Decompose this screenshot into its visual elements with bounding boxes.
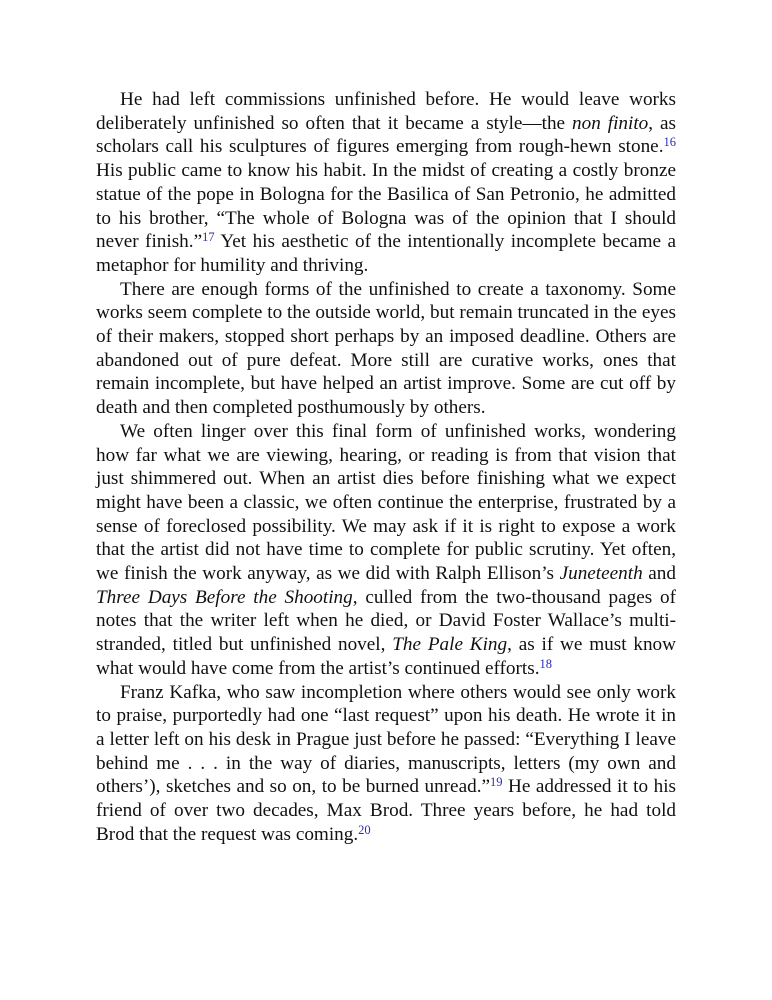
paragraph-text: Franz Kafka, who saw incompletion where others would see only work to praise, purportedly had one “last request” upon his death. He wrote it in a letter left on his desk in Prague just before he passed: “Everything I leave behind me . . . in the way of diaries, manuscripts, letters (my own and others’), sketches and so on, to be burned unread.” (96, 681, 676, 798)
emphasis-text: Juneteenth (559, 563, 643, 585)
footnote-ref-17[interactable]: 17 (202, 230, 215, 245)
paragraph-text: There are enough forms of the unfinished to create a taxonomy. Some works seem complete to the outside world, but remain truncated in the eyes of their makers, stopped short perhaps by an imposed deadline. Others are abandoned out of pure defeat. More still are curative works, ones that remain incomplete, but have helped an artist improve. Some are cut off by death and then completed posthumously by others. (96, 278, 676, 419)
paragraph-text: , culled from the two-thousand pages of notes that the writer left when he died, or David Foster Wallace’s multi-stranded, titled but unfinished novel, (96, 586, 676, 656)
paragraph-text: , as if we must know what would have come from the artist’s continued efforts. (96, 634, 677, 679)
emphasis-text: Three Days Before the Shooting (96, 586, 353, 608)
paragraph-text: , as scholars call his sculptures of figures emerging from rough-hewn stone. (96, 112, 676, 158)
paragraph-text: Yet his aesthetic of the intentionally incomplete became a metaphor for humility and thriving. (96, 231, 676, 276)
paragraph-text: and (642, 563, 676, 585)
paragraph (96, 278, 676, 420)
paragraph-text: His public came to know his habit. In the midst of creating a costly bronze statue of the pope in Bologna for the Basilica of San Petronio, he admitted to his brother, “The whole of Bologna was of the opinion that I should never finish.” (96, 160, 676, 253)
footnote-ref-18[interactable]: 18 (539, 656, 553, 671)
paragraph (96, 88, 676, 278)
emphasis-text: The Pale King (392, 634, 508, 656)
paragraph (96, 420, 676, 681)
footnote-ref-16[interactable]: 16 (663, 135, 676, 150)
paragraph-text: We often linger over this final form of unfinished works, wondering how far what we are viewing, hearing, or reading is from that vision that just shimmered out. When an artist dies before finishing what we expect might have been a classic, we often continue the enterprise, frustrated by a sense of foreclosed possibility. We may ask if it is right to expose a work that the artist did not have time to complete for public scrutiny. Yet often, we finish the work anyway, as we did with Ralph Ellison’s (96, 420, 676, 585)
paragraph-text: He addressed it to his friend of over two decades, Max Brod. Three years before, he had told Brod that the request was coming. (96, 776, 676, 845)
page-body (96, 88, 676, 847)
paragraph-text: He had left commissions unfinished before. He would leave works deliberately unfinished so often that it became a style—the (96, 89, 676, 134)
emphasis-text: non finito (572, 112, 649, 134)
footnote-ref-20[interactable]: 20 (358, 822, 371, 837)
paragraph (96, 681, 676, 847)
footnote-ref-19[interactable]: 19 (490, 775, 503, 790)
